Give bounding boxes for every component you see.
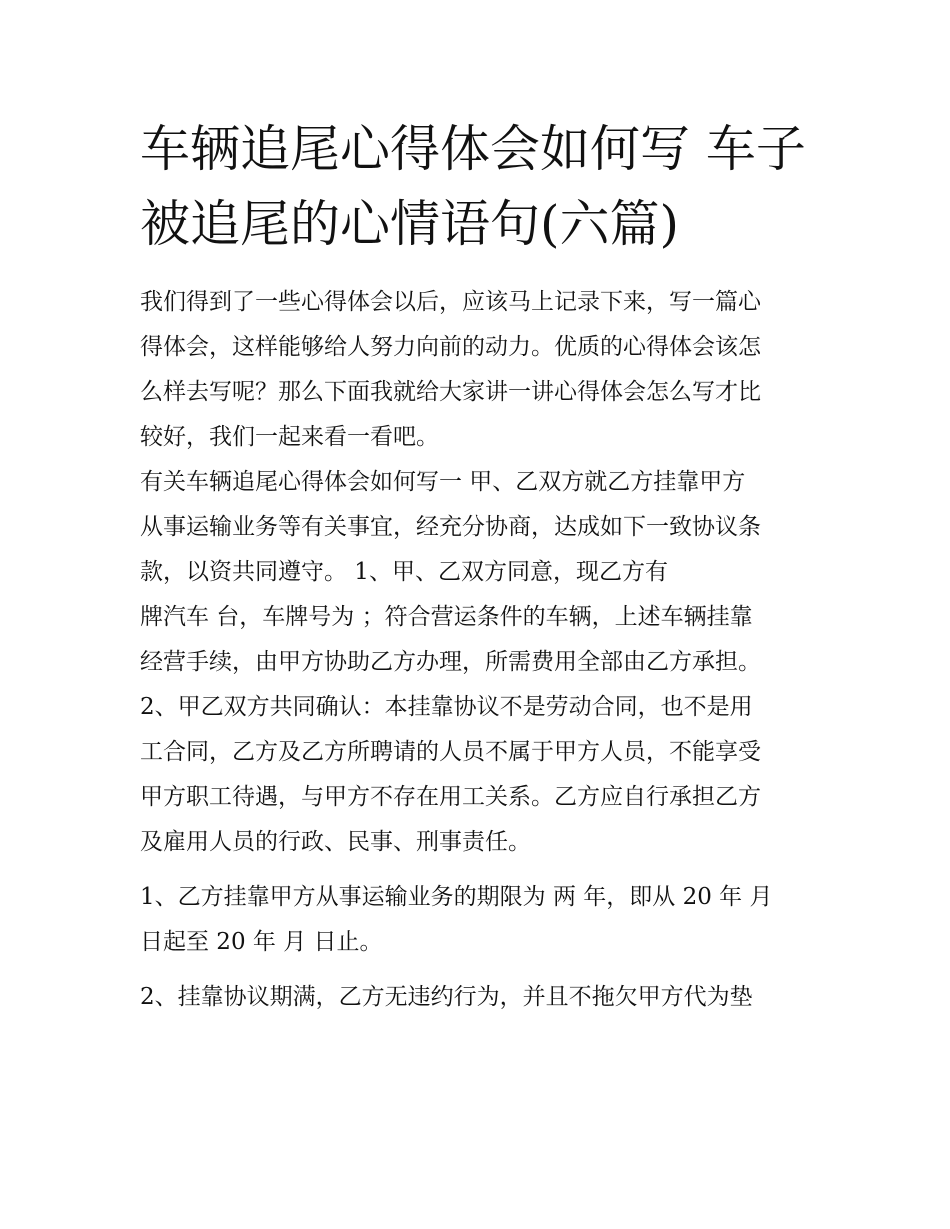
text-line: 及雇用人员的行政、民事、刑事责任。: [140, 829, 531, 855]
paragraph-gap: [140, 865, 820, 875]
text-line: 工合同，乙方及乙方所聘请的人员不属于甲方人员，不能享受: [140, 739, 761, 765]
text-line: 日起至 20 年 月 日止。: [140, 929, 383, 955]
document-body: [140, 280, 820, 1020]
text-line: 2、挂靠协议期满，乙方无违约行为，并且不拖欠甲方代为垫: [140, 984, 753, 1010]
title-line: 车辆追尾心得体会如何写 车子: [140, 120, 806, 178]
paragraph-agreement: [140, 460, 820, 865]
text-line: 我们得到了一些心得体会以后，应该马上记录下来，写一篇心: [140, 289, 761, 315]
text-line: 牌汽车 台，车牌号为 ；符合营运条件的车辆，上述车辆挂靠: [140, 604, 753, 630]
text-line: 有关车辆追尾心得体会如何写一 甲、乙双方就乙方挂靠甲方: [140, 469, 746, 495]
paragraph-intro: [140, 280, 820, 460]
text-line: 么样去写呢？那么下面我就给大家讲一讲心得体会怎么写才比: [140, 379, 761, 405]
text-line: 2、甲乙双方共同确认：本挂靠协议不是劳动合同，也不是用: [140, 694, 753, 720]
text-line: 1、乙方挂靠甲方从事运输业务的期限为 两 年，即从 20 年 月: [140, 884, 773, 910]
text-line: 从事运输业务等有关事宜，经充分协商，达成如下一致协议条: [140, 514, 761, 540]
paragraph-expiry: [140, 975, 820, 1020]
text-line: 甲方职工待遇，与甲方不存在用工关系。乙方应自行承担乙方: [140, 784, 761, 810]
text-line: 得体会，这样能够给人努力向前的动力。优质的心得体会该怎: [140, 334, 761, 360]
document-title: [140, 112, 820, 262]
text-line: 款，以资共同遵守。 1、甲、乙双方同意，现乙方有: [140, 559, 668, 585]
text-line: 较好，我们一起来看一看吧。: [140, 424, 439, 450]
title-line: 被追尾的心情语句(六篇): [140, 195, 680, 253]
paragraph-term: [140, 875, 820, 965]
paragraph-gap: [140, 965, 820, 975]
text-line: 经营手续，由甲方协助乙方办理，所需费用全部由乙方承担。: [140, 649, 761, 675]
